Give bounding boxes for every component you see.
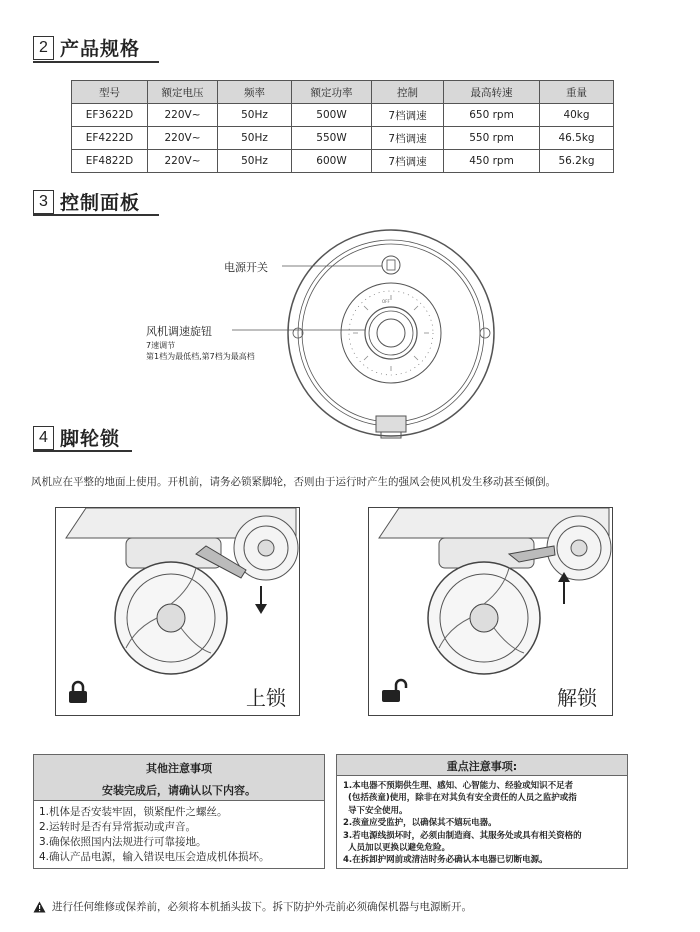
column-header: 型号	[72, 81, 148, 104]
table-cell: 600W	[292, 150, 372, 173]
warning-icon	[33, 901, 46, 913]
screw-right-icon	[480, 328, 490, 338]
section-number: 3	[33, 190, 54, 214]
table-cell: 220V~	[148, 104, 218, 127]
section-title: 产品规格	[60, 38, 141, 60]
cord-connector-icon	[376, 416, 406, 432]
column-header: 最高转速	[444, 81, 540, 104]
section-header-casters	[33, 424, 120, 451]
table-cell: 500W	[292, 104, 372, 127]
column-header: 额定电压	[148, 81, 218, 104]
other-notes-box	[33, 754, 325, 869]
power-switch-icon	[382, 256, 400, 274]
speed-dial-scale	[349, 291, 433, 375]
list-item: 1.机体是否安装牢固，锁紧配件之螺丝。	[39, 806, 228, 818]
lock-open-icon	[381, 676, 409, 704]
column-header: 频率	[218, 81, 292, 104]
table-cell: 46.5kg	[540, 127, 614, 150]
table-cell: 56.2kg	[540, 150, 614, 173]
table-cell: 450 rpm	[444, 150, 540, 173]
speed-knob-note: 7速调节	[146, 341, 176, 350]
list-item: 2.孩童应受监护，以确保其不嬉玩电器。	[343, 818, 497, 829]
column-header: 控制	[372, 81, 444, 104]
other-notes-subtitle: 安装完成后，请确认以下内容。	[102, 784, 256, 797]
other-notes-title: 其他注意事项	[146, 762, 212, 775]
table-cell: 550W	[292, 127, 372, 150]
table-cell: 220V~	[148, 150, 218, 173]
table-cell: 220V~	[148, 127, 218, 150]
caster-lock-panel	[55, 507, 300, 716]
list-item: 4.在拆卸护网前或清洁时务必确认本电器已切断电源。	[343, 855, 548, 866]
list-item: 人员加以更换以避免危险。	[348, 843, 451, 854]
unlock-label: 解锁	[557, 686, 597, 710]
list-item: (包括孩童)使用，除非在对其负有安全责任的人员之监护或指	[348, 793, 577, 804]
key-notes-title: 重点注意事项:	[446, 760, 518, 773]
control-panel-diagram	[0, 0, 700, 460]
speed-knob-icon	[365, 307, 417, 359]
knob-off-label: OFF	[382, 299, 390, 304]
power-switch-label: 电源开关	[224, 261, 268, 274]
speed-knob-note: 第1档为最低档,第7档为最高档	[146, 352, 255, 361]
column-header: 额定功率	[292, 81, 372, 104]
section-underline	[33, 450, 132, 452]
footer-warning	[33, 899, 472, 914]
table-cell: 40kg	[540, 104, 614, 127]
table-cell: 50Hz	[218, 104, 292, 127]
table-cell: 50Hz	[218, 127, 292, 150]
fan-housing-ring	[298, 240, 484, 426]
table-cell: 50Hz	[218, 150, 292, 173]
table-cell: 650 rpm	[444, 104, 540, 127]
arrow-down-icon	[255, 604, 267, 614]
list-item: 4.确认产品电源，输入错误电压会造成机体损坏。	[39, 851, 270, 863]
table-cell: 550 rpm	[444, 127, 540, 150]
table-cell: 7档调速	[372, 127, 444, 150]
list-item: 3.若电源线损坏时，必须由制造商、其服务处或具有相关资格的	[343, 830, 582, 841]
table-cell: 7档调速	[372, 150, 444, 173]
list-item: 2.运转时是否有异常振动或声音。	[39, 821, 197, 833]
lock-label: 上锁	[246, 686, 286, 710]
section-number: 4	[33, 426, 54, 450]
list-item: 导下安全使用。	[348, 805, 408, 816]
key-notes-box	[336, 754, 628, 869]
lock-closed-icon	[68, 680, 88, 704]
column-header: 重量	[540, 81, 614, 104]
table-cell: EF3622D	[72, 104, 148, 127]
caster-unlock-panel	[368, 507, 613, 716]
fan-housing-outline	[288, 230, 494, 436]
list-item: 3.确保依照国内法规进行可靠接地。	[39, 836, 207, 848]
caster-instruction-text: 风机应在平整的地面上使用。开机前，请务必锁紧脚轮，否则由于运行时产生的强风会使风机发生移动甚至倾倒。	[31, 476, 556, 488]
speed-knob-label: 风机调速旋钮	[146, 325, 212, 338]
section-title: 脚轮锁	[60, 428, 121, 450]
section-number: 2	[33, 36, 54, 60]
table-cell: 7档调速	[372, 104, 444, 127]
section-title: 控制面板	[60, 192, 141, 214]
table-cell: EF4222D	[72, 127, 148, 150]
footer-warning-text: 进行任何维修或保养前，必须将本机插头拔下。拆下防护外壳前必须确保机器与电源断开。	[52, 901, 472, 913]
list-item: 1.本电器不预期供生理、感知、心智能力、经验或知识不足者	[343, 781, 574, 791]
table-cell: EF4822D	[72, 150, 148, 173]
